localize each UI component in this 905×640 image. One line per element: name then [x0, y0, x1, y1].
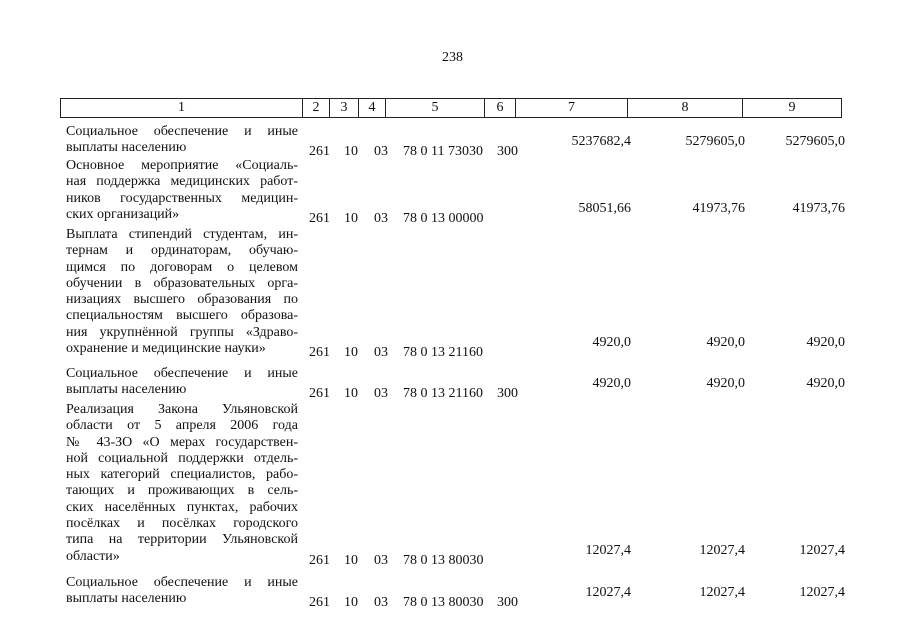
code-ved: 261 [309, 386, 330, 402]
code-section: 10 [344, 595, 358, 611]
description-line: ных категорий специалистов, рабо- [66, 467, 298, 483]
column-header-1: 1 [61, 99, 303, 118]
amount-year-2: 5279605,0 [685, 134, 745, 150]
amount-year-2: 12027,4 [699, 585, 745, 601]
code-ved: 261 [309, 210, 330, 226]
row-description [66, 158, 298, 223]
description-line: специальностям высшего образова- [66, 308, 298, 324]
amount-year-1: 12027,4 [585, 542, 631, 558]
code-target-article: 78 0 13 80030 [403, 552, 484, 568]
description-line: Социальное обеспечение и иные [66, 575, 298, 590]
amount-year-1: 4920,0 [592, 376, 631, 392]
description-line: Основное мероприятие «Социаль- [66, 158, 298, 173]
description-line: области от 5 апреля 2006 года [66, 418, 298, 434]
description-line: Выплата стипендий студентам, ин- [66, 227, 298, 242]
row-description [66, 227, 298, 357]
code-section: 10 [344, 345, 358, 361]
code-section: 10 [344, 386, 358, 402]
code-ved: 261 [309, 345, 330, 361]
description-line: охранение и медицинские науки» [66, 341, 266, 357]
description-line: ских организаций» [66, 206, 180, 222]
code-target-article: 78 0 13 00000 [403, 210, 484, 226]
row-description [66, 402, 298, 565]
column-header-9: 9 [743, 99, 842, 118]
code-expense-type: 300 [497, 386, 518, 402]
description-line: ная поддержка медицинских работ- [66, 174, 298, 190]
description-line: Реализация Закона Ульяновской [66, 402, 298, 417]
description-line: выплаты населению [66, 140, 187, 156]
column-header-7: 7 [516, 99, 628, 118]
amount-year-3: 4920,0 [806, 376, 845, 392]
description-line: ной социальной поддержки отдель- [66, 450, 298, 466]
description-line: тернам и ординаторам, обучаю- [66, 243, 298, 259]
description-line: тающих и проживающих в сель- [66, 483, 298, 499]
code-subsection: 03 [374, 144, 388, 160]
amount-year-1: 5237682,4 [571, 134, 631, 150]
amount-year-2: 12027,4 [699, 542, 745, 558]
code-section: 10 [344, 144, 358, 160]
description-line: № 43-ЗО «О мерах государствен- [66, 434, 298, 450]
description-line: ния укрупнённой группы «Здраво- [66, 324, 298, 340]
amount-year-3: 12027,4 [799, 585, 845, 601]
description-line: обучении в образовательных орга- [66, 275, 298, 291]
description-line: выплаты населению [66, 591, 187, 607]
amount-year-2: 4920,0 [706, 376, 745, 392]
code-target-article: 78 0 11 73030 [403, 144, 483, 160]
description-line: ников государственных медицин- [66, 190, 298, 206]
column-header-2: 2 [303, 99, 330, 118]
column-header-4: 4 [359, 99, 386, 118]
description-line: области» [66, 548, 120, 564]
code-ved: 261 [309, 144, 330, 160]
code-ved: 261 [309, 552, 330, 568]
row-description [66, 575, 298, 608]
amount-year-3: 5279605,0 [785, 134, 845, 150]
amount-year-2: 4920,0 [706, 335, 745, 351]
code-expense-type: 300 [497, 144, 518, 160]
column-header-8: 8 [628, 99, 743, 118]
code-section: 10 [344, 210, 358, 226]
description-line: посёлках и посёлках городского [66, 516, 298, 532]
description-line: ских населённых пунктах, рабочих [66, 499, 298, 515]
amount-year-1: 4920,0 [592, 335, 631, 351]
code-ved: 261 [309, 595, 330, 611]
amount-year-1: 58051,66 [578, 200, 631, 216]
amount-year-3: 4920,0 [806, 335, 845, 351]
row-description [66, 366, 298, 399]
code-subsection: 03 [374, 386, 388, 402]
column-header-3: 3 [330, 99, 359, 118]
amount-year-2: 41973,76 [692, 200, 745, 216]
code-section: 10 [344, 552, 358, 568]
code-target-article: 78 0 13 80030 [403, 595, 484, 611]
amount-year-3: 41973,76 [792, 200, 845, 216]
column-header-5: 5 [386, 99, 485, 118]
code-subsection: 03 [374, 595, 388, 611]
description-line: Социальное обеспечение и иные [66, 124, 298, 139]
page-number: 238 [442, 50, 463, 65]
amount-year-1: 12027,4 [585, 585, 631, 601]
code-target-article: 78 0 13 21160 [403, 345, 483, 361]
description-line: щимся по договорам о целевом [66, 259, 298, 275]
code-target-article: 78 0 13 21160 [403, 386, 483, 402]
code-subsection: 03 [374, 345, 388, 361]
row-description [66, 124, 298, 157]
amount-year-3: 12027,4 [799, 542, 845, 558]
description-line: Социальное обеспечение и иные [66, 366, 298, 381]
description-line: выплаты населению [66, 382, 187, 398]
code-subsection: 03 [374, 552, 388, 568]
column-header-6: 6 [485, 99, 516, 118]
description-line: типа на территории Ульяновской [66, 532, 298, 548]
code-subsection: 03 [374, 210, 388, 226]
code-expense-type: 300 [497, 595, 518, 611]
description-line: низациях высшего образования по [66, 292, 298, 308]
